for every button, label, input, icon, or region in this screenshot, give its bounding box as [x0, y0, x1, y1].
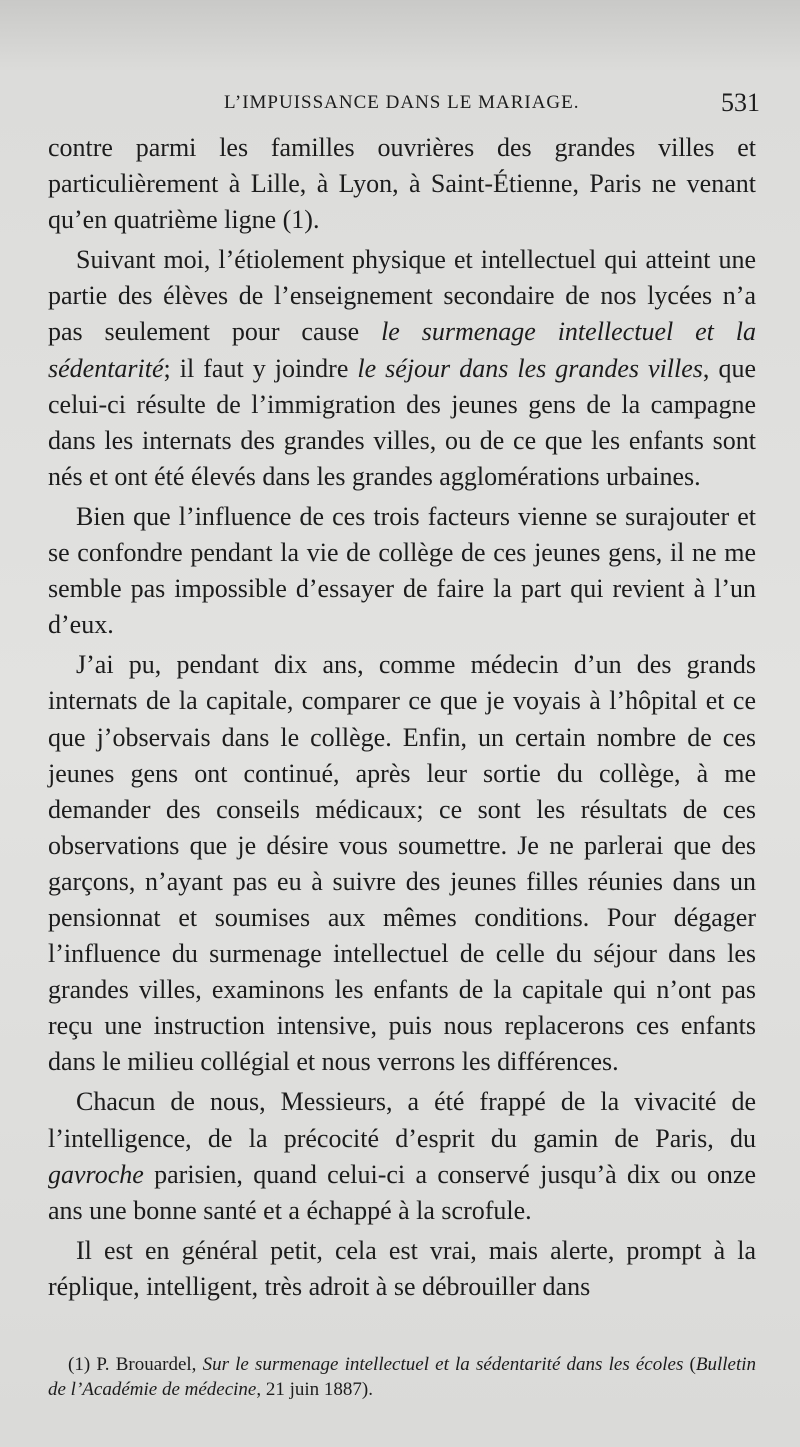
running-title: L’IMPUISSANCE DANS LE MARIAGE. — [224, 92, 580, 113]
paragraph-6 — [48, 1233, 756, 1305]
text-segment: Bien que l’influence de ces trois facteurs vienne se surajouter et se confondre pendant la vie de collège de ces jeunes gens, il ne me semble pas impossible d’essayer de faire la part qui revient à l’un d’eux. — [48, 501, 756, 640]
paragraph-3 — [48, 499, 756, 643]
page-number: 531 — [721, 88, 760, 117]
paragraph-2 — [48, 242, 756, 495]
paragraph-4 — [48, 647, 756, 1080]
text-segment: contre parmi les familles ouvrières des grandes villes et particulièrement à Lille, à Lyon, à Saint-Étienne, Paris ne venant qu’en quatrième ligne (1). — [48, 133, 756, 235]
text-segment: ( — [683, 1354, 696, 1375]
footnote — [48, 1352, 756, 1402]
text-segment: Suivant moi, l’étiolement physique et intellectuel qui atteint une partie des élèves de l’enseignement secondaire de nos lycées n’a pas seulement pour cause — [48, 245, 756, 347]
footnote-text — [48, 1352, 756, 1402]
text-segment: J’ai pu, pendant dix ans, comme médecin d’un des grands internats de la capitale, comparer ce que je voyais à l’hôpital et ce que j’observais dans le collège. Enfin, un certain nombre de ces jeunes gens ont continué, après leur sortie du collège, à me demander des conseils médicaux; ce sont les résultats de ces observations que je désire vous soumettre. Je ne parlerai que des garçons, n’ayant pas eu à suivre des jeunes filles réunies dans un pensionnat et soumises aux mêmes conditions. Pour dégager l’influence du surmenage intellectuel de celle du séjour dans les grandes villes, examinons les enfants de la capitale qui n’ont pas reçu une instruction intensive, puis nous replacerons ces enfants dans le milieu collégial et nous verrons les différences. — [48, 650, 756, 1077]
body-text — [48, 130, 756, 1305]
italic-segment: gavroche — [48, 1159, 144, 1189]
text-segment: ; il faut y joindre — [163, 353, 358, 383]
italic-segment: Sur le surmenage intellectuel et la sédentarité dans les écoles — [202, 1354, 684, 1375]
text-segment: parisien, quand celui-ci a conservé jusqu’à dix ou onze ans une bonne santé et a échappé à la scrofule. — [48, 1159, 756, 1225]
italic-segment: Bulletin de l’Académie de médecine — [48, 1354, 757, 1400]
italic-segment: le surmenage intellectuel et la sédentarité — [48, 317, 756, 383]
paragraph-5 — [48, 1084, 756, 1228]
running-header — [48, 88, 760, 122]
italic-segment: le séjour dans les grandes villes — [357, 353, 703, 383]
text-segment: , 21 juin 1887). — [256, 1379, 374, 1400]
paragraph-1 — [48, 130, 756, 238]
text-segment: (1) P. Brouardel, — [68, 1354, 203, 1375]
text-segment: Chacun de nous, Messieurs, a été frappé de la vivacité de l’intelligence, de la précocité d’esprit du gamin de Paris, du — [48, 1087, 756, 1153]
text-segment: , que celui-ci résulte de l’immigration des jeunes gens de la campagne dans les internats des grandes villes, ou de ce que les enfants sont nés et ont été élevés dans les grandes agglomérations urbaines. — [48, 353, 756, 491]
text-segment: Il est en général petit, cela est vrai, mais alerte, prompt à la réplique, intelligent, très adroit à se débrouiller dans — [48, 1235, 756, 1301]
